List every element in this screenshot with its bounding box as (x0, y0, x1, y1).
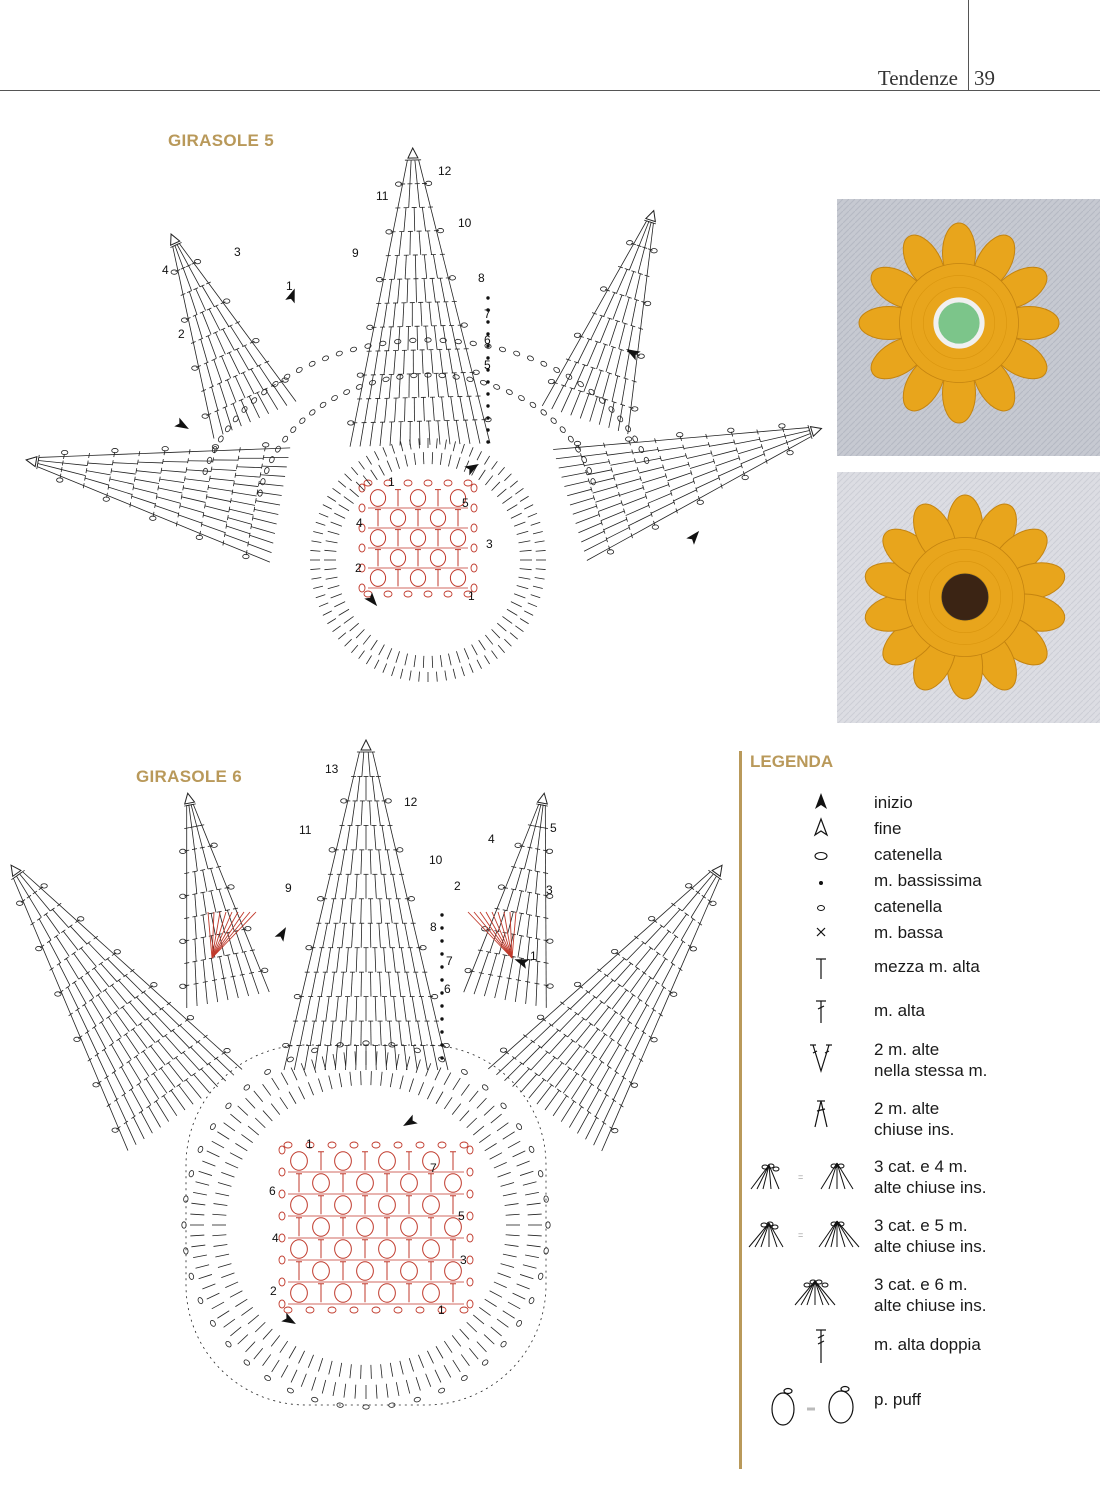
round-number: 1 (286, 279, 293, 293)
slip-stitch-dot (440, 1056, 443, 1059)
end-arrow-icon (408, 148, 418, 158)
legend-item (874, 818, 901, 839)
half-double-icon (816, 959, 826, 979)
legend-item (874, 922, 943, 943)
girasole5-petal-left (26, 443, 290, 562)
round-number: 2 (355, 561, 362, 575)
girasole5-title: GIRASOLE 5 (168, 131, 274, 150)
round-number: 7 (446, 954, 453, 968)
round-number: 8 (430, 920, 437, 934)
girasole5-diagram (26, 148, 821, 682)
start-arrow-icon (364, 592, 381, 609)
round-number: 10 (429, 853, 443, 867)
fan-4-icon (751, 1163, 853, 1189)
flower-center (936, 300, 982, 346)
legend-item (874, 1000, 925, 1021)
round-number: 2 (178, 327, 185, 341)
svg-text:=: = (798, 1172, 804, 1182)
round-number: 4 (272, 1231, 279, 1245)
end-arrow-icon (815, 819, 827, 835)
legend-label-line2: alte chiuse ins. (874, 1237, 987, 1256)
slip-stitch-dot (486, 392, 489, 395)
girasole5-petal-top (348, 148, 492, 447)
round-number: 3 (234, 245, 241, 259)
round-number: 12 (404, 795, 418, 809)
girasole6-petal-left (11, 865, 242, 1150)
round-number: 3 (546, 883, 553, 897)
legend-label: m. bassa (874, 923, 943, 942)
slip-stitch-dot (440, 952, 443, 955)
magazine-title: Tendenze (877, 66, 958, 90)
legend-item (874, 1334, 981, 1355)
legend-label: 2 m. alte (874, 1040, 940, 1059)
girasole5-ring-1 (324, 452, 532, 668)
round-number: 4 (356, 516, 363, 530)
legend-label-line2: alte chiuse ins. (874, 1296, 987, 1315)
round-number: 7 (430, 1161, 437, 1175)
legend-symbols (745, 785, 870, 1445)
legend-item (874, 844, 942, 865)
legend-title: LEGENDA (750, 752, 834, 771)
round-number: 5 (550, 821, 557, 835)
start-arrow-icon (815, 793, 827, 809)
slip-stitch-dot (486, 404, 489, 407)
legend-item (874, 896, 942, 917)
round-number: 1 (468, 589, 475, 603)
slip-stitch-dot (486, 428, 489, 431)
round-number-labels (162, 164, 557, 1317)
start-arrow-icon (401, 1115, 418, 1131)
round-number: 2 (454, 879, 461, 893)
round-number: 11 (299, 823, 312, 837)
photo-flower-brown-center (837, 472, 1100, 723)
girasole6-petal-right (488, 865, 722, 1151)
svg-text:=: = (798, 1230, 804, 1240)
end-arrow-icon (646, 211, 656, 222)
slip-stitch-dot (440, 926, 443, 929)
two-dc-together-icon (815, 1101, 827, 1127)
round-number: 4 (488, 832, 495, 846)
girasole6-center-grid (279, 1142, 473, 1313)
legend-label: mezza m. alta (874, 957, 980, 976)
legend-label: inizio (874, 793, 913, 812)
round-number: 5 (458, 1209, 465, 1223)
round-number: 10 (458, 216, 472, 230)
girasole5-ring-2 (310, 438, 546, 682)
legend-label-line2: chiuse ins. (874, 1120, 955, 1139)
girasole5-chain-arch-outer (202, 338, 649, 475)
legend-label: fine (874, 819, 902, 838)
fan-5-icon (749, 1221, 859, 1247)
round-number: 3 (460, 1253, 467, 1267)
legend-label: catenella (874, 845, 943, 864)
round-number: 6 (484, 333, 491, 347)
end-arrow-icon (11, 865, 21, 876)
round-number: 11 (376, 189, 389, 203)
round-number: 1 (530, 949, 537, 963)
slip-stitch-dot (440, 1030, 443, 1033)
legend-label: 3 cat. e 4 m. (874, 1157, 968, 1176)
legend-label: 2 m. alte (874, 1099, 940, 1118)
girasole6-diagram (11, 740, 722, 1409)
legend-label: catenella (874, 897, 943, 916)
slip-stitch-dot (486, 296, 489, 299)
round-number: 5 (462, 496, 469, 510)
legend-label: m. alta doppia (874, 1335, 981, 1354)
slip-stitch-dot (440, 965, 443, 968)
girasole6-title: GIRASOLE 6 (136, 767, 242, 786)
legend-item (874, 1274, 986, 1316)
round-number: 1 (306, 1137, 313, 1151)
slip-stitch-dot (486, 380, 489, 383)
round-number: 8 (478, 271, 485, 285)
girasole6-ring-1 (212, 1071, 520, 1379)
round-number: 6 (444, 982, 451, 996)
girasole5-petal-left-upper (170, 234, 296, 438)
round-number: 1 (438, 1303, 445, 1317)
round-number: 12 (438, 164, 452, 178)
chain-oval-icon (815, 853, 827, 860)
legend-item (874, 956, 980, 977)
slip-stitch-dot (440, 939, 443, 942)
small-chain-icon (818, 906, 825, 911)
start-arrow-icon (275, 925, 291, 942)
legend-label-line2: alte chiuse ins. (874, 1178, 987, 1197)
two-dc-same-stitch-icon (810, 1045, 832, 1071)
slip-stitch-dot (440, 1043, 443, 1046)
round-number: 6 (269, 1184, 276, 1198)
page-number: 39 (974, 66, 995, 90)
start-arrow-icon (686, 528, 703, 545)
girasole5-center-grid (359, 480, 477, 597)
girasole5-chain-arch (257, 373, 596, 497)
legend-item (874, 1039, 987, 1081)
photo-flower-green-center (837, 199, 1100, 456)
legend-item (874, 792, 913, 813)
flower-center (942, 574, 988, 620)
round-number: 1 (388, 475, 395, 489)
slip-stitch-dot (440, 1017, 443, 1020)
round-number: 9 (352, 246, 359, 260)
end-arrow-icon (537, 793, 547, 804)
legend-item (874, 870, 982, 891)
double-crochet-icon (816, 1001, 826, 1023)
girasole5-petal-right (553, 424, 821, 561)
legend-item (874, 1156, 986, 1198)
legend-item (874, 1098, 954, 1140)
girasole6-ring-outer (186, 1045, 546, 1405)
round-number: 3 (486, 537, 493, 551)
slip-stitch-dot (440, 913, 443, 916)
round-number: 2 (270, 1284, 277, 1298)
legend-label: p. puff (874, 1390, 921, 1409)
slip-stitch-dot (486, 416, 489, 419)
end-arrow-icon (185, 793, 195, 804)
cross-icon (817, 928, 825, 936)
round-number: 4 (162, 263, 169, 277)
round-number: 9 (285, 881, 292, 895)
start-arrow-icon (174, 418, 191, 434)
fan-6-icon (795, 1280, 835, 1305)
start-arrow-icon (281, 1313, 298, 1329)
slip-stitch-dot (486, 440, 489, 443)
girasole6-ring-2 (190, 1051, 542, 1399)
legend-label: m. alta (874, 1001, 926, 1020)
legend-label: 3 cat. e 5 m. (874, 1216, 968, 1235)
legend-label: m. bassissima (874, 871, 982, 890)
girasole6-petal-right-upper (464, 793, 554, 1008)
girasole6-petal-left-upper (180, 793, 270, 1008)
end-arrow-icon (26, 457, 37, 467)
end-arrow-icon (810, 427, 821, 437)
legend-bar (739, 751, 742, 1469)
legend-label-line2: nella stessa m. (874, 1061, 988, 1080)
end-arrow-icon (712, 865, 722, 876)
legend-item (874, 1389, 921, 1410)
treble-crochet-icon (816, 1330, 826, 1363)
girasole6-chain-ring (182, 1041, 550, 1409)
round-number: 5 (484, 358, 491, 372)
legend-item (874, 1215, 986, 1257)
puff-stitch-icon (772, 1387, 853, 1426)
round-number: 13 (325, 762, 339, 776)
end-arrow-icon (361, 740, 371, 750)
legend-label: 3 cat. e 6 m. (874, 1275, 968, 1294)
girasole6-red-fan (468, 912, 516, 958)
slip-stitch-dot-icon (819, 881, 823, 885)
slip-stitch-dot (440, 1004, 443, 1007)
girasole6-petal-top (283, 740, 450, 1070)
round-number: 7 (484, 307, 491, 321)
